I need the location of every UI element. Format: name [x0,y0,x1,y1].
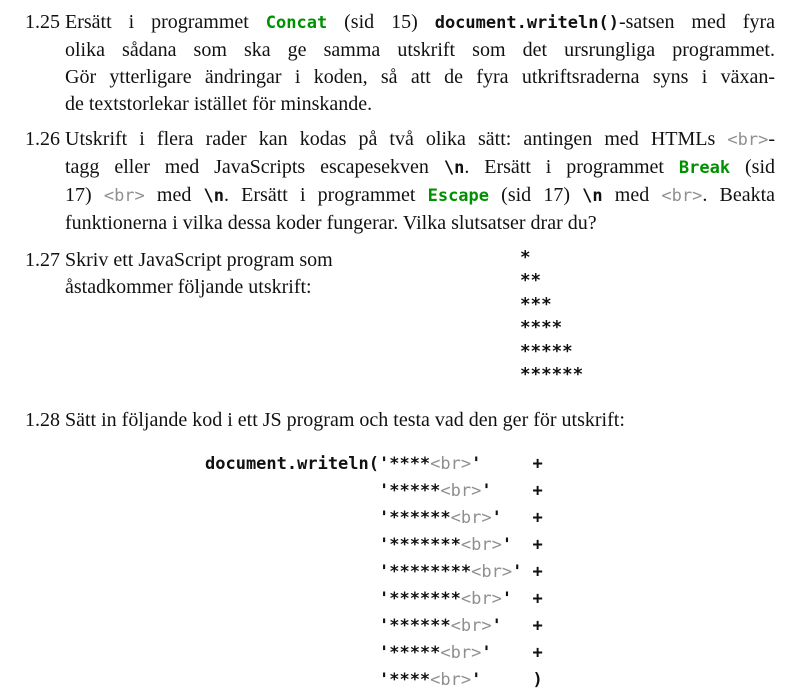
text-segment: med [144,184,204,206]
code-segment: <br> [727,130,769,150]
text-segment: de textstorlekar istället för minskande. [65,93,373,115]
code-segment: ' + [481,643,543,664]
code-segment: document.writeln() [434,13,619,33]
code-segment: '***** [205,643,441,664]
code-segment: <br> [440,643,482,664]
code-segment: ' + [501,589,543,610]
text-segment: . Beakta [702,184,776,206]
exercise-number: 1.28 [25,409,60,432]
code-segment: '******* [205,589,461,610]
code-segment: <br> [430,670,472,691]
exercise-text [65,126,775,237]
code-segment: ' + [471,454,543,475]
pattern-line: **** [520,318,563,339]
code-segment: '***** [205,481,441,502]
code-segment: '****** [205,508,451,529]
text-segment: funktionerna i vilka dessa koder fungerar. Vilka slutsatser drar du? [65,212,597,234]
code-segment: \n [203,186,225,206]
code-block [205,451,775,694]
text-line [65,91,775,118]
text-segment: (sid [730,156,775,178]
text-line [205,451,775,478]
pattern-line: ****** [520,365,584,386]
exercise-number: 1.27 [25,249,60,271]
exercise-1-26 [25,126,775,237]
text-line [65,37,775,64]
code-segment: document.writeln('**** [205,454,431,475]
exercise-number: 1.25 [25,11,60,33]
exercise-text [65,247,520,387]
text-line [65,182,775,210]
code-segment: <br> [460,535,502,556]
code-segment: ' ) [471,670,543,691]
text-segment: . Ersätt i programmet [464,156,679,178]
text-line [65,210,775,237]
code-segment: <br> [460,589,502,610]
text-segment: - [768,128,775,150]
text-line [205,559,775,586]
code-segment: ' + [481,481,543,502]
code-segment: '**** [205,670,431,691]
star-pattern-output [520,247,583,387]
code-segment: ' + [512,562,543,583]
code-segment: <br> [450,616,492,637]
text-segment: Gör ytterligare ändringar i koden, så att de fyra utkriftsraderna syns i växan- [65,66,775,88]
code-segment: '******* [205,535,461,556]
pattern-line: *** [520,294,552,315]
text-line [65,154,775,182]
code-segment: \n [582,186,603,206]
pattern-line: * [520,248,531,268]
code-segment: Break [678,158,731,178]
text-segment: med [602,184,662,206]
code-segment: <br> [471,562,513,583]
code-segment: <br> [661,186,703,206]
text-line [205,613,775,640]
pattern-line: ***** [520,341,573,362]
text-segment: Ersätt i programmet [65,11,266,33]
text-line [205,505,775,532]
text-segment: olika sådana som ska ge samma utskrift som det ursrungliga programmet. [65,39,775,61]
code-segment: '******** [205,562,472,583]
code-segment: Escape [427,186,490,206]
text-line [65,126,775,154]
code-segment: <br> [103,186,145,206]
text-segment: 17) [65,184,104,206]
exercise-number: 1.26 [25,128,60,150]
code-segment: <br> [450,508,492,529]
pattern-line: Skriv ett JavaScript program som [65,249,333,271]
pattern-line: åstadkommer följande utskrift: [65,276,312,298]
text-line [65,64,775,91]
code-segment: <br> [440,481,482,502]
text-line [205,478,775,505]
text-segment: Utskrift i flera rader kan kodas på två olika sätt: antingen med HTMLs [65,128,728,150]
text-line [205,586,775,613]
text-segment: -satsen med fyra [618,11,775,33]
code-segment: ' + [491,616,543,637]
code-segment: Concat [265,13,328,33]
text-line [205,532,775,559]
text-segment: tagg eller med JavaScripts escapesekven [65,156,444,178]
text-segment: (sid 15) [327,11,435,33]
code-segment: ' + [491,508,543,529]
exercise-text [65,9,775,118]
code-segment: \n [443,158,465,178]
exercise-1-28 [25,407,775,694]
exercise-1-25 [25,9,775,118]
code-segment: <br> [430,454,472,475]
code-segment: ' + [501,535,543,556]
code-segment: '****** [205,616,451,637]
text-line [205,667,775,694]
exercise-1-27 [25,247,775,387]
text-segment: (sid 17) [489,184,583,206]
text-line [65,9,775,37]
text-line [205,640,775,667]
pattern-line: ** [520,271,542,292]
exercise-text: Sätt in följande kod i ett JS program och testa vad den ger för utskrift: [65,409,625,432]
text-segment: . Ersätt i programmet [224,184,428,206]
